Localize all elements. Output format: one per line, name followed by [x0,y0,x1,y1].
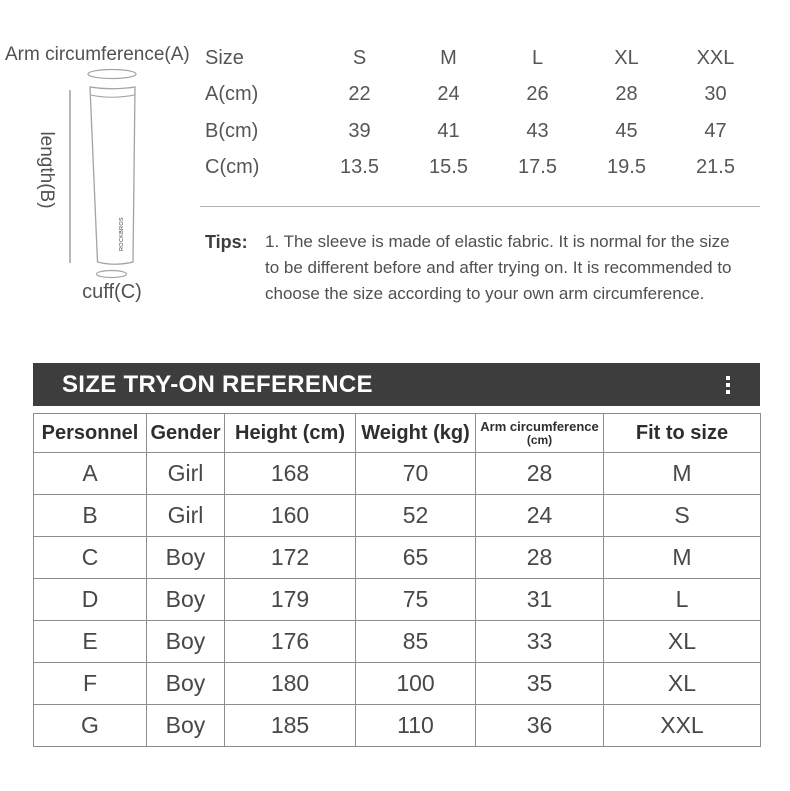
try-on-cell: 75 [356,579,476,621]
size-row-label: C(cm) [205,156,260,179]
try-on-cell: A [34,453,147,495]
size-value-cell: 21.5 [696,156,735,179]
col-header-fit-to-size: Fit to size [604,414,761,453]
size-table-header-s: S [352,46,367,69]
try-on-cell: Boy [147,705,225,747]
try-on-cell: L [604,579,761,621]
try-on-cell: 28 [476,537,604,579]
try-on-cell: F [34,663,147,705]
size-value-cell: 15.5 [429,156,468,179]
tips-text: 1. The sleeve is made of elastic fabric. It is normal for the size to be different before and after trying on. It is recommended to choose the size according to your own arm circumference. [265,232,732,303]
try-on-cell: M [604,453,761,495]
table-row [34,537,761,579]
size-value-cell: 30 [704,83,727,106]
cuff-label: cuff(C) [82,281,142,303]
try-on-cell: Boy [147,663,225,705]
try-on-cell: 70 [356,453,476,495]
col-header-height: Height (cm) [225,414,356,453]
table-row [34,495,761,537]
col-header-weight: Weight (kg) [356,414,476,453]
try-on-cell: S [604,495,761,537]
try-on-cell: Girl [147,453,225,495]
size-table [200,40,760,186]
size-table-header-l: L [531,46,544,69]
try-on-header-row [34,414,761,453]
try-on-cell: 35 [476,663,604,705]
table-row [34,621,761,663]
arm-circumference-header-line1: Arm circumference [480,418,599,434]
ellipsis-dot [726,376,730,380]
size-value-cell: 19.5 [607,156,646,179]
vertical-ellipsis-icon [726,376,730,394]
size-value-cell: 13.5 [340,156,379,179]
try-on-cell: 172 [225,537,356,579]
try-on-cell: XL [604,621,761,663]
table-row [34,705,761,747]
try-on-cell: 168 [225,453,356,495]
try-on-cell: 160 [225,495,356,537]
size-value-cell: 24 [437,83,460,106]
size-row-label: A(cm) [205,83,259,106]
try-on-cell: D [34,579,147,621]
try-on-cell: 28 [476,453,604,495]
try-on-cell: 110 [356,705,476,747]
try-on-cell: 100 [356,663,476,705]
try-on-cell: 31 [476,579,604,621]
try-on-cell: 65 [356,537,476,579]
sleeve-body [90,87,135,264]
size-table-header-xl: XL [614,46,639,69]
table-row [34,453,761,495]
try-on-cell: Boy [147,579,225,621]
size-value-cell: 22 [348,83,371,106]
try-on-cell: M [604,537,761,579]
arm-circumference-label: Arm circumference(A) [5,44,190,65]
try-on-cell: E [34,621,147,663]
tips-block [205,229,750,307]
arm-circumference-header-line2: (cm) [526,432,553,447]
try-on-cell: G [34,705,147,747]
try-on-header-bar [33,363,760,406]
col-header-personnel: Personnel [34,414,147,453]
try-on-section-title: SIZE TRY-ON REFERENCE [62,370,373,398]
try-on-cell: 176 [225,621,356,663]
tips-label: Tips: [205,232,248,252]
sleeve-brand-text: ROCKBROS [119,217,125,251]
col-header-gender: Gender [147,414,225,453]
length-label: length(B) [36,131,57,209]
try-on-cell: 179 [225,579,356,621]
try-on-cell: 85 [356,621,476,663]
try-on-table [33,413,761,747]
try-on-cell: Boy [147,537,225,579]
ellipsis-dot [726,383,730,387]
size-table-header-size: Size [205,46,244,69]
try-on-cell: 36 [476,705,604,747]
size-value-cell: 41 [437,119,460,142]
table-row [34,579,761,621]
size-value-cell: 43 [526,119,549,142]
table-row [34,663,761,705]
try-on-cell: 33 [476,621,604,663]
size-row-label: B(cm) [205,119,259,142]
size-value-cell: 45 [615,119,638,142]
ellipsis-dot [726,390,730,394]
try-on-cell: C [34,537,147,579]
size-table-header-xxl: XXL [696,46,735,69]
size-value-cell: 47 [704,119,727,142]
sleeve-cuff-ellipse [97,271,127,278]
try-on-cell: XXL [604,705,761,747]
size-value-cell: 17.5 [518,156,557,179]
size-value-cell: 26 [526,83,549,106]
try-on-cell: 24 [476,495,604,537]
try-on-cell: 180 [225,663,356,705]
col-header-arm-circumference [476,414,604,453]
sleeve-top-opening-ellipse [88,70,136,79]
try-on-cell: 52 [356,495,476,537]
size-value-cell: 28 [615,83,638,106]
try-on-cell: XL [604,663,761,705]
try-on-cell: B [34,495,147,537]
section-divider [200,206,760,207]
size-table-header-m: M [440,46,457,69]
try-on-cell: 185 [225,705,356,747]
try-on-cell: Boy [147,621,225,663]
size-value-cell: 39 [348,119,371,142]
try-on-cell: Girl [147,495,225,537]
